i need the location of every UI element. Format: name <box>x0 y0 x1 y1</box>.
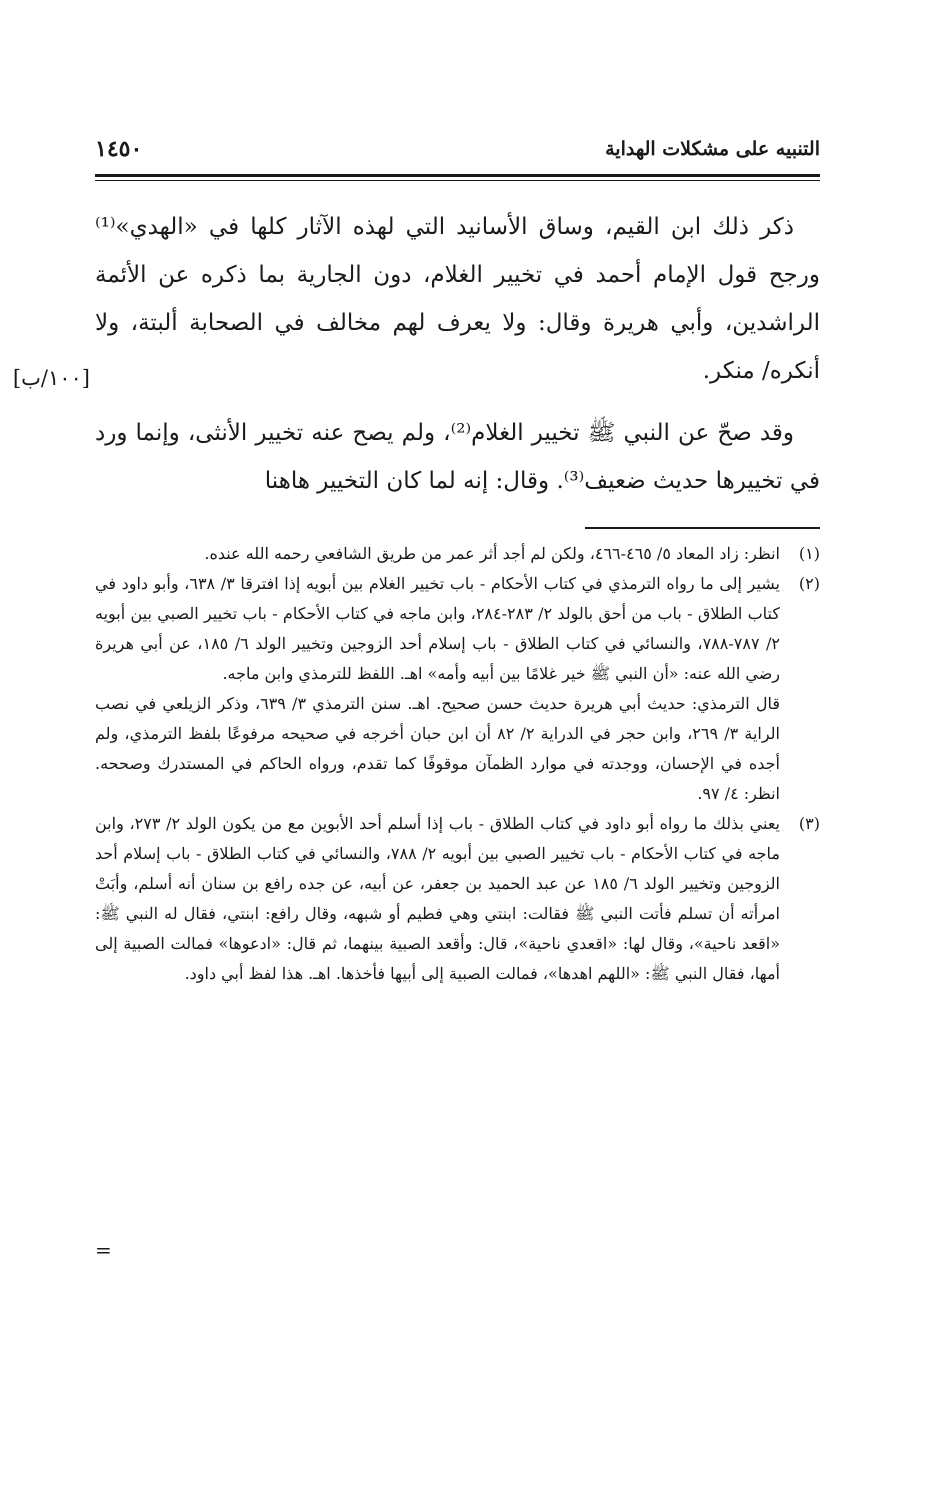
footnote-text: قال الترمذي: حديث أبي هريرة حديث حسن صحيح. اهـ. سنن الترمذي ٣/ ٦٣٩، وذكر الزيلعي في نصب الراية ٣/ ٢٦٩، وابن حجر في الدراية ٢/ ٨٢ أن ابن حبان أخرجه في صحيحه مرفوعًا بلفظ الترمذي، ولم أجده في الإحسان، ووجدته في موارد الظمآن موقوفًا كما تقدم، ورواه الحاكم في المستدرك وصححه. انظر: ٤/ ٩٧. <box>95 694 781 803</box>
page <box>12 130 820 1262</box>
footnote-3 <box>95 809 820 989</box>
footnote-separator <box>585 527 820 529</box>
page-number: ١٤٥٠ <box>95 136 143 162</box>
main-paragraph-1: ذكر ذلك ابن القيم، وساق الأسانيد التي لهذه الآثار كلها في «الهدي»⁽¹⁾ ورجح قول الإمام أحمد في تخيير الغلام، دون الجارية بما ذكره عن الأئمة الراشدين، وأبي هريرة وقال: ولا يعرف لهم مخالف في الصحابة ألبتة، ولا أنكره/ منكر. <box>95 214 820 384</box>
continuation-mark: = <box>95 1238 112 1262</box>
page-header <box>95 130 820 174</box>
footnote-text: يشير إلى ما رواه الترمذي في كتاب الأحكام - باب تخيير الغلام بين أبويه إذا افترقا ٣/ ٦٣٨، وأبو داود في كتاب الطلاق - باب من أحق بالولد ٢/ ٢٨٣-٢٨٤، وابن ماجه في كتاب الأحكام - باب تخيير الصبي بين أبويه ٢/ ٧٨٧-٧٨٨، والنسائي في كتاب الطلاق - باب إسلام أحد الزوجين وتخيير الولد ٦/ ١٨٥، عن أبي هريرة رضي الله عنه: «أن النبي ﷺ خير غلامًا بين أبيه وأمه» اهـ. اللفظ للترمذي وابن ماجه. <box>95 574 781 683</box>
header-rule-thin <box>95 180 820 181</box>
main-paragraph-2: وقد صحّ عن النبي ﷺ تخيير الغلام⁽²⁾، ولم يصح عنه تخيير الأنثى، وإنما ورد في تخييرها حديث ضعيف⁽³⁾. وقال: إنه لما كان التخيير هاهنا <box>95 420 820 494</box>
footnote-number: (١) <box>798 544 820 563</box>
footnote-text: انظر: زاد المعاد ٥/ ٤٦٥-٤٦٦، ولكن لم أجد أثر عمر من طريق الشافعي رحمه الله عنده. <box>204 544 780 563</box>
footnote-2 <box>95 569 820 809</box>
footnote-number: (٢) <box>798 574 820 593</box>
margin-manuscript-reference: [١٠٠/ب] <box>12 366 90 390</box>
footnote-body <box>95 539 780 569</box>
footnote-number: (٣) <box>798 814 820 833</box>
main-text <box>95 203 820 505</box>
footnote-body <box>95 809 780 989</box>
running-title: التنبيه على مشكلات الهداية <box>605 138 820 160</box>
footnote-text: يعني بذلك ما رواه أبو داود في كتاب الطلاق - باب إذا أسلم أحد الأبوين مع من يكون الولد ٢/ ٢٧٣، وابن ماجه في كتاب الأحكام - باب تخيير الصبي بين أبويه ٢/ ٧٨٨، والنسائي في كتاب الطلاق - باب إسلام أحد الزوجين وتخيير الولد ٦/ ١٨٥ عن عبد الحميد بن جعفر، عن أبيه، عن جده رافع بن سنان أنه أسلم، وأبَتْ امرأته أن تسلم فأتت النبي ﷺ فقالت: ابنتي وهي فطيم أو شبهه، وقال رافع: ابنتي، فقال له النبي ﷺ: «اقعد ناحية»، وقال لها: «اقعدي ناحية»، قال: وأقعد الصبية بينهما، ثم قال: «ادعوها» فمالت الصبية إلى أمها، فقال النبي ﷺ: «اللهم اهدها»، فمالت الصبية إلى أبيها فأخذها. اهـ. هذا لفظ أبي داود. <box>95 814 781 983</box>
footnote-body <box>95 569 780 809</box>
header-rule <box>95 174 820 177</box>
footnote-1 <box>95 539 820 569</box>
footnotes <box>95 539 820 989</box>
